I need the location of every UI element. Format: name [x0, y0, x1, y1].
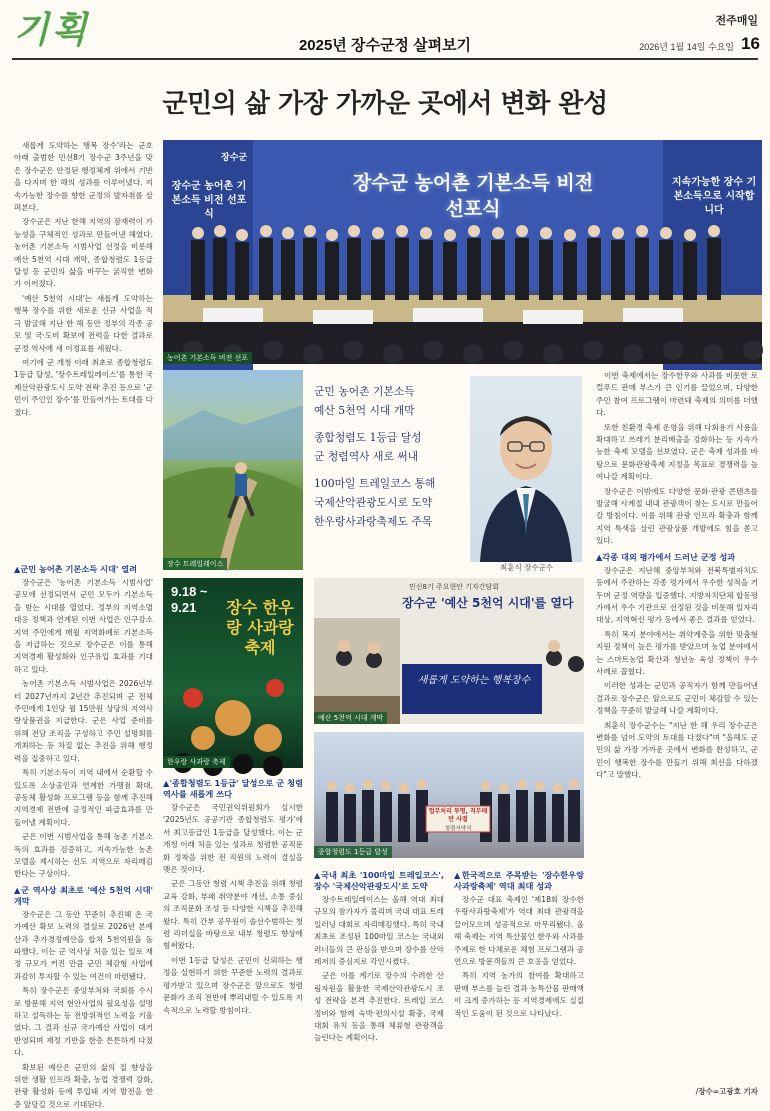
highlight-line: 한우랑사과랑축제도 주목: [314, 515, 433, 528]
paragraph: 장수트레일레이스는 올해 역대 최대 규모의 참가자가 몰리며 국내 대표 트레일러닝 대회로 자리매김했다. 특히 국내 최초로 조성된 100마일 코스는 국내외 러너들의 큰 관심을 받으며 장수를 산악레저의 중심지로 각인시켰다.: [314, 895, 444, 967]
main-photo: [163, 140, 762, 364]
paragraph: 군은 이를 계기로 장수의 수려한 산림자원을 활용한 국제산악관광도시 조성 전략을 본격 추진한다. 트레일 코스 정비와 함께 숙박·편의시설 확충, 국제대회 유치 등을 통해 체류형 관광객을 늘린다는 계획이다.: [314, 971, 444, 1043]
paragraph: 농어촌 기본소득 시범사업은 2026년부터 2027년까지 2년간 추진되며 군 전체 주민에게 1인당 월 15만원 상당의 지역사랑상품권을 지급한다. 군은 사업 준비를 위해 전담 조직을 구성하고 주민 설명회를 개최하는 등 차질 없는 추진을 위해 행정력을 집중하고 있다.: [14, 679, 153, 763]
award-photo-caption: 종합청렴도 1등급 달성: [314, 846, 392, 858]
paragraph: 장수군은 그 동안 꾸준히 추진해 온 국가예산 확보 노력의 결실로 2026년 본예산과 추가경정예산을 합쳐 5천억원을 돌파했다. 이는 군 역사상 처음 있는 일로 재정 규모가 커진 만큼 군민 체감형 사업에 과감히 투자할 수 있는 여건이 마련됐다.: [14, 909, 153, 981]
highlight-line: 100마일 트레일코스 통해: [314, 477, 436, 490]
subheading: ▲군 역사상 최초로 '예산 5천억 시대' 개막: [14, 884, 154, 906]
paragraph: 군은 그동안 청렴 시책 추진을 위해 청렴 교육 강화, 부패 취약분야 개선, 소통 중심의 조직문화 조성 등 다양한 시책을 추진해 왔다. 특히 간부 공무원이 솔선수범하는 청렴 리더십을 바탕으로 내부 청렴도 향상에 힘써왔다.: [163, 879, 303, 951]
paragraph: 장수군은 지난 한해 지역의 잠재력이 가능성을 구체적인 성과로 만들어낸 해였다. 농어촌 기본소득 시범사업 선정을 비롯해 예산 5천억 시대 개막, 종합청렴도 1등급 달성 등 군민의 삶을 바꾸는 굵직한 변화가 이어졌다.: [14, 217, 153, 289]
paragraph: 장수군은 '농어촌 기본소득 시범사업' 공모에 선정되면서 군민 모두가 기본소득을 받는 시대를 열었다. 정부의 지역소멸 대응 정책과 연계된 이번 사업은 인구감소지역 주민에게 매월 지역화폐로 기본소득을 지급하는 것으로 장수군은 이를 통해 지역경제 활성화와 인구유입 효과를 기대하고 있다.: [14, 578, 153, 674]
paragraph: 군은 이번 시범사업을 통해 농촌 기본소득의 효과를 검증하고, 지속가능한 농촌 모델을 제시하는 선도 지역으로 자리매김한다는 구상이다.: [14, 832, 153, 879]
paragraph: 장수군은 국민권익위원회가 실시한 '2025년도 공공기관 종합청렴도 평가'에서 최고등급인 1등급을 달성했다. 이는 군 개청 이래 처음 있는 성과로 청렴한 공직문화 정착을 위한 전 직원의 노력이 결실을 맺은 것이다.: [163, 803, 303, 875]
paragraph: 특히 장수군은 중앙부처와 국회를 수시로 방문해 지역 현안사업의 필요성을 설명하고 설득하는 등 전방위적인 노력을 기울였다. 그 결과 신규 국가예산 사업이 대거 반영되며 재정 기반을 한층 튼튼하게 다졌다.: [14, 986, 153, 1058]
paragraph: '예산 5천억 시대'는 새롭게 도약하는 행복 장수를 위한 새로운 신규 사업을 적극 발굴해 지난 한 해 동안 정부의 각종 공모 및 국·도비 확보에 전력을 다한 결과로 군정 역사에 새 이정표를 세웠다.: [14, 293, 153, 353]
masthead: [0, 0, 770, 58]
festival-scene: [163, 578, 303, 768]
paragraph: 장수군은 지난해 중앙부처와 전북특별자치도 등에서 주관하는 각종 평가에서 우수한 성적을 거두며 군정 역량을 입증했다. 지방자치단체 합동평가에서 우수 기관으로 선정된 것을 비롯해 일자리 대상, 지역혁신 평가 등에서 좋은 결과를 얻었다.: [596, 565, 758, 625]
portrait-byline: 최훈식 장수군수: [500, 563, 554, 572]
newspaper-name: 전주매일: [715, 15, 758, 27]
paragraph: 장수군은 이밖에도 다양한 문화·관광 콘텐츠를 발굴해 사계절 내내 관광객이 찾는 도시로 만들어갈 방침이다. 이를 위해 관광 인프라 확충과 함께 지역 특색을 살린 관광상품 개발에도 힘을 쏟고 있다.: [596, 486, 758, 546]
column-middle-c: [454, 866, 584, 1098]
budget-scene: [314, 578, 584, 724]
paragraph: 이러한 성과는 군민과 공직자가 함께 만들어낸 결과로 장수군은 앞으로도 군민이 체감할 수 있는 정책을 꾸준히 발굴해 나갈 계획이다.: [596, 681, 758, 716]
award-scene: [314, 732, 584, 858]
page-headline: 군민의 삶 가장 가까운 곳에서 변화 완성: [162, 89, 608, 119]
paragraph: 또한 친환경 축제 운영을 위해 다회용기 사용을 확대하고 쓰레기 분리배출을 강화하는 등 지속가능한 축제 모델을 선보였다. 군은 축제 성과를 바탕으로 문화관광축제 지정을 목표로 경쟁력을 높여나갈 계획이다.: [596, 422, 758, 482]
highlights-box: [314, 382, 464, 562]
highlight-line: 예산 5천억 시대 개막: [314, 404, 415, 417]
paragraph: 특히 지역 농가의 참여를 확대하고 판매 부스를 늘린 결과 농특산물 판매액이 크게 증가하는 등 지역경제에도 실질적인 도움이 된 것으로 나타났다.: [454, 971, 584, 1018]
section-brand-logo: 기획: [14, 9, 90, 51]
issue-date: 2026년 1월 14일 수요일: [639, 42, 734, 52]
festival-photo: [163, 578, 303, 768]
main-photo-logo: 장수군: [221, 153, 248, 163]
portrait-scene: [470, 376, 582, 562]
subheading: ▲각종 대외 평가에서 드러난 군정 성과: [596, 551, 736, 562]
budget-photo: [314, 578, 584, 724]
portrait-photo: [470, 376, 582, 562]
budget-photo-caption: 예산 5천억 시대 개막: [314, 712, 387, 724]
trail-photo-scene: [163, 370, 303, 570]
column-middle-b: [314, 866, 444, 1098]
page-number: 16: [741, 34, 760, 53]
subheading: ▲국내 최초 '100마일 트레일코스', 장수 '국제산악관광도시'로 도약: [314, 870, 444, 891]
trail-photo-caption: 장수 트레일레이스: [163, 558, 227, 570]
paragraph: 여기에 군 개청 이래 최초로 종합청렴도 1등급 달성, '장수트레일레이스'를 통한 국제산악관광도시 도약 전략 추진 등으로 '군민이 주인인 장수'를 만들어가는 토대를 다졌다.: [14, 357, 153, 417]
header-rule: [12, 58, 758, 60]
festival-photo-caption: 한우랑 사과랑 축제: [163, 756, 230, 768]
paragraph: 새롭게 도약하는 행복 장수'라는 군호 아래 출범한 민선8기 장수군 3주년을 맞은 장수군은 안정된 행정체계 위에서 기반을 다지며 한 해의 성과를 이루어냈다. 지속가능한 장수를 향한 군정의 발자취를 살펴본다.: [14, 141, 153, 213]
paragraph: 최훈식 장수군수는 "지난 한 해 우리 장수군은 변화를 넘어 도약의 토대를 다졌다"며 "올해도 군민의 삶 가장 가까운 곳에서 변화를 완성하고, 군민이 행복한 장수를 만들기 위해 최선을 다하겠다"고 말했다.: [596, 720, 758, 780]
festival-title: 장수 한우랑 사과랑 축제: [226, 598, 294, 657]
column-right: [596, 370, 758, 1088]
highlight-line: 군민 농어촌 기본소득: [314, 385, 415, 398]
subheading: ▲'종합청렴도 1등급' 달성으로 군 청렴역사를 새롭게 쓰다: [163, 778, 303, 799]
article-signature: /장수=고광호 기자: [695, 1087, 758, 1096]
main-photo-caption: 농어촌 기본소득 비전 선포: [163, 352, 252, 364]
paragraph: 이번 1등급 달성은 군민이 신뢰하는 행정을 실현하기 위한 꾸준한 노력의 결과로 평가받고 있으며 장수군은 앞으로도 청렴 문화가 조직 전반에 뿌리내릴 수 있도록 지속적으로 노력할 방침이다.: [163, 955, 303, 1015]
paragraph: 특히 복지 분야에서는 취약계층을 위한 맞춤형 지원 정책이 높은 평가를 받았으며 농업 분야에서는 스마트농업 확산과 청년농 육성 정책이 우수 사례로 꼽혔다.: [596, 629, 758, 676]
trail-photo: [163, 370, 303, 570]
budget-banner: 장수군 '예산 5천억 시대'를 열다: [402, 596, 574, 610]
award-photo: [314, 732, 584, 858]
award-banner: 업무처리 투명, 직무태만 사절: [428, 808, 488, 823]
budget-banner-top: 민선8기 주요현안 기자간담회: [409, 583, 500, 591]
column-left-lower: [14, 560, 154, 1109]
highlight-line: 종합청렴도 1등급 달성: [314, 431, 422, 444]
section-title: 2025년 장수군정 살펴보기: [298, 37, 472, 54]
paragraph: 특히 기본소득이 지역 내에서 순환할 수 있도록 소상공인과 연계한 가맹점 확대, 공동체 활성화 프로그램 등을 함께 추진해 지역경제 전반에 긍정적인 파급효과를 만들어낼 계획이다.: [14, 768, 153, 827]
paragraph: 이번 축제에서는 장수한우와 사과를 비롯한 로컬푸드 판매 부스가 큰 인기를 끌었으며, 다양한 주민 참여 프로그램이 마련돼 축제의 의미를 더했다.: [596, 371, 758, 418]
festival-dates: 9.18 ~ 9.21: [171, 584, 208, 615]
column-middle-a: [163, 774, 303, 1098]
award-sub-banner: 청렴서약식: [444, 826, 472, 832]
highlight-line: 군 청렴역사 새로 써내: [314, 450, 419, 463]
main-photo-banner-title: 장수군 농어촌 기본소득 비전 선포식: [352, 172, 594, 220]
budget-slogan: 새롭게 도약하는 행복장수: [417, 675, 531, 686]
subheading: ▲한국적으로 주목받는 '장수한우랑사과랑축제' 역대 최대 성과: [454, 870, 585, 891]
paragraph: 확보된 예산은 군민의 삶의 질 향상을 위한 생활 인프라 확충, 농업 경쟁력 강화, 관광 활성화 등에 투입돼 지역 발전을 한층 앞당길 것으로 기대된다.: [14, 1062, 153, 1109]
paragraph: 장수군 대표 축제인 '제18회 장수한우랑사과랑축제'가 역대 최대 관광객을 끌어모으며 성공적으로 마무리됐다. 올해 축제는 지역 특산물인 한우와 사과를 주제로 한 다채로운 체험 프로그램과 공연으로 방문객들의 큰 호응을 얻었다.: [454, 895, 584, 967]
main-photo-side-banner-right: 지속가능한 장수 기본소득으로 시작합니다: [671, 177, 757, 216]
main-photo-side-banner-left: 장수군 농어촌 기본소득 비전 선포식: [171, 181, 247, 220]
highlight-line: 국제산악관광도시로 도약: [314, 496, 433, 509]
subheading: ▲군민 농어촌 기본소득 시대' 열려: [14, 564, 138, 574]
